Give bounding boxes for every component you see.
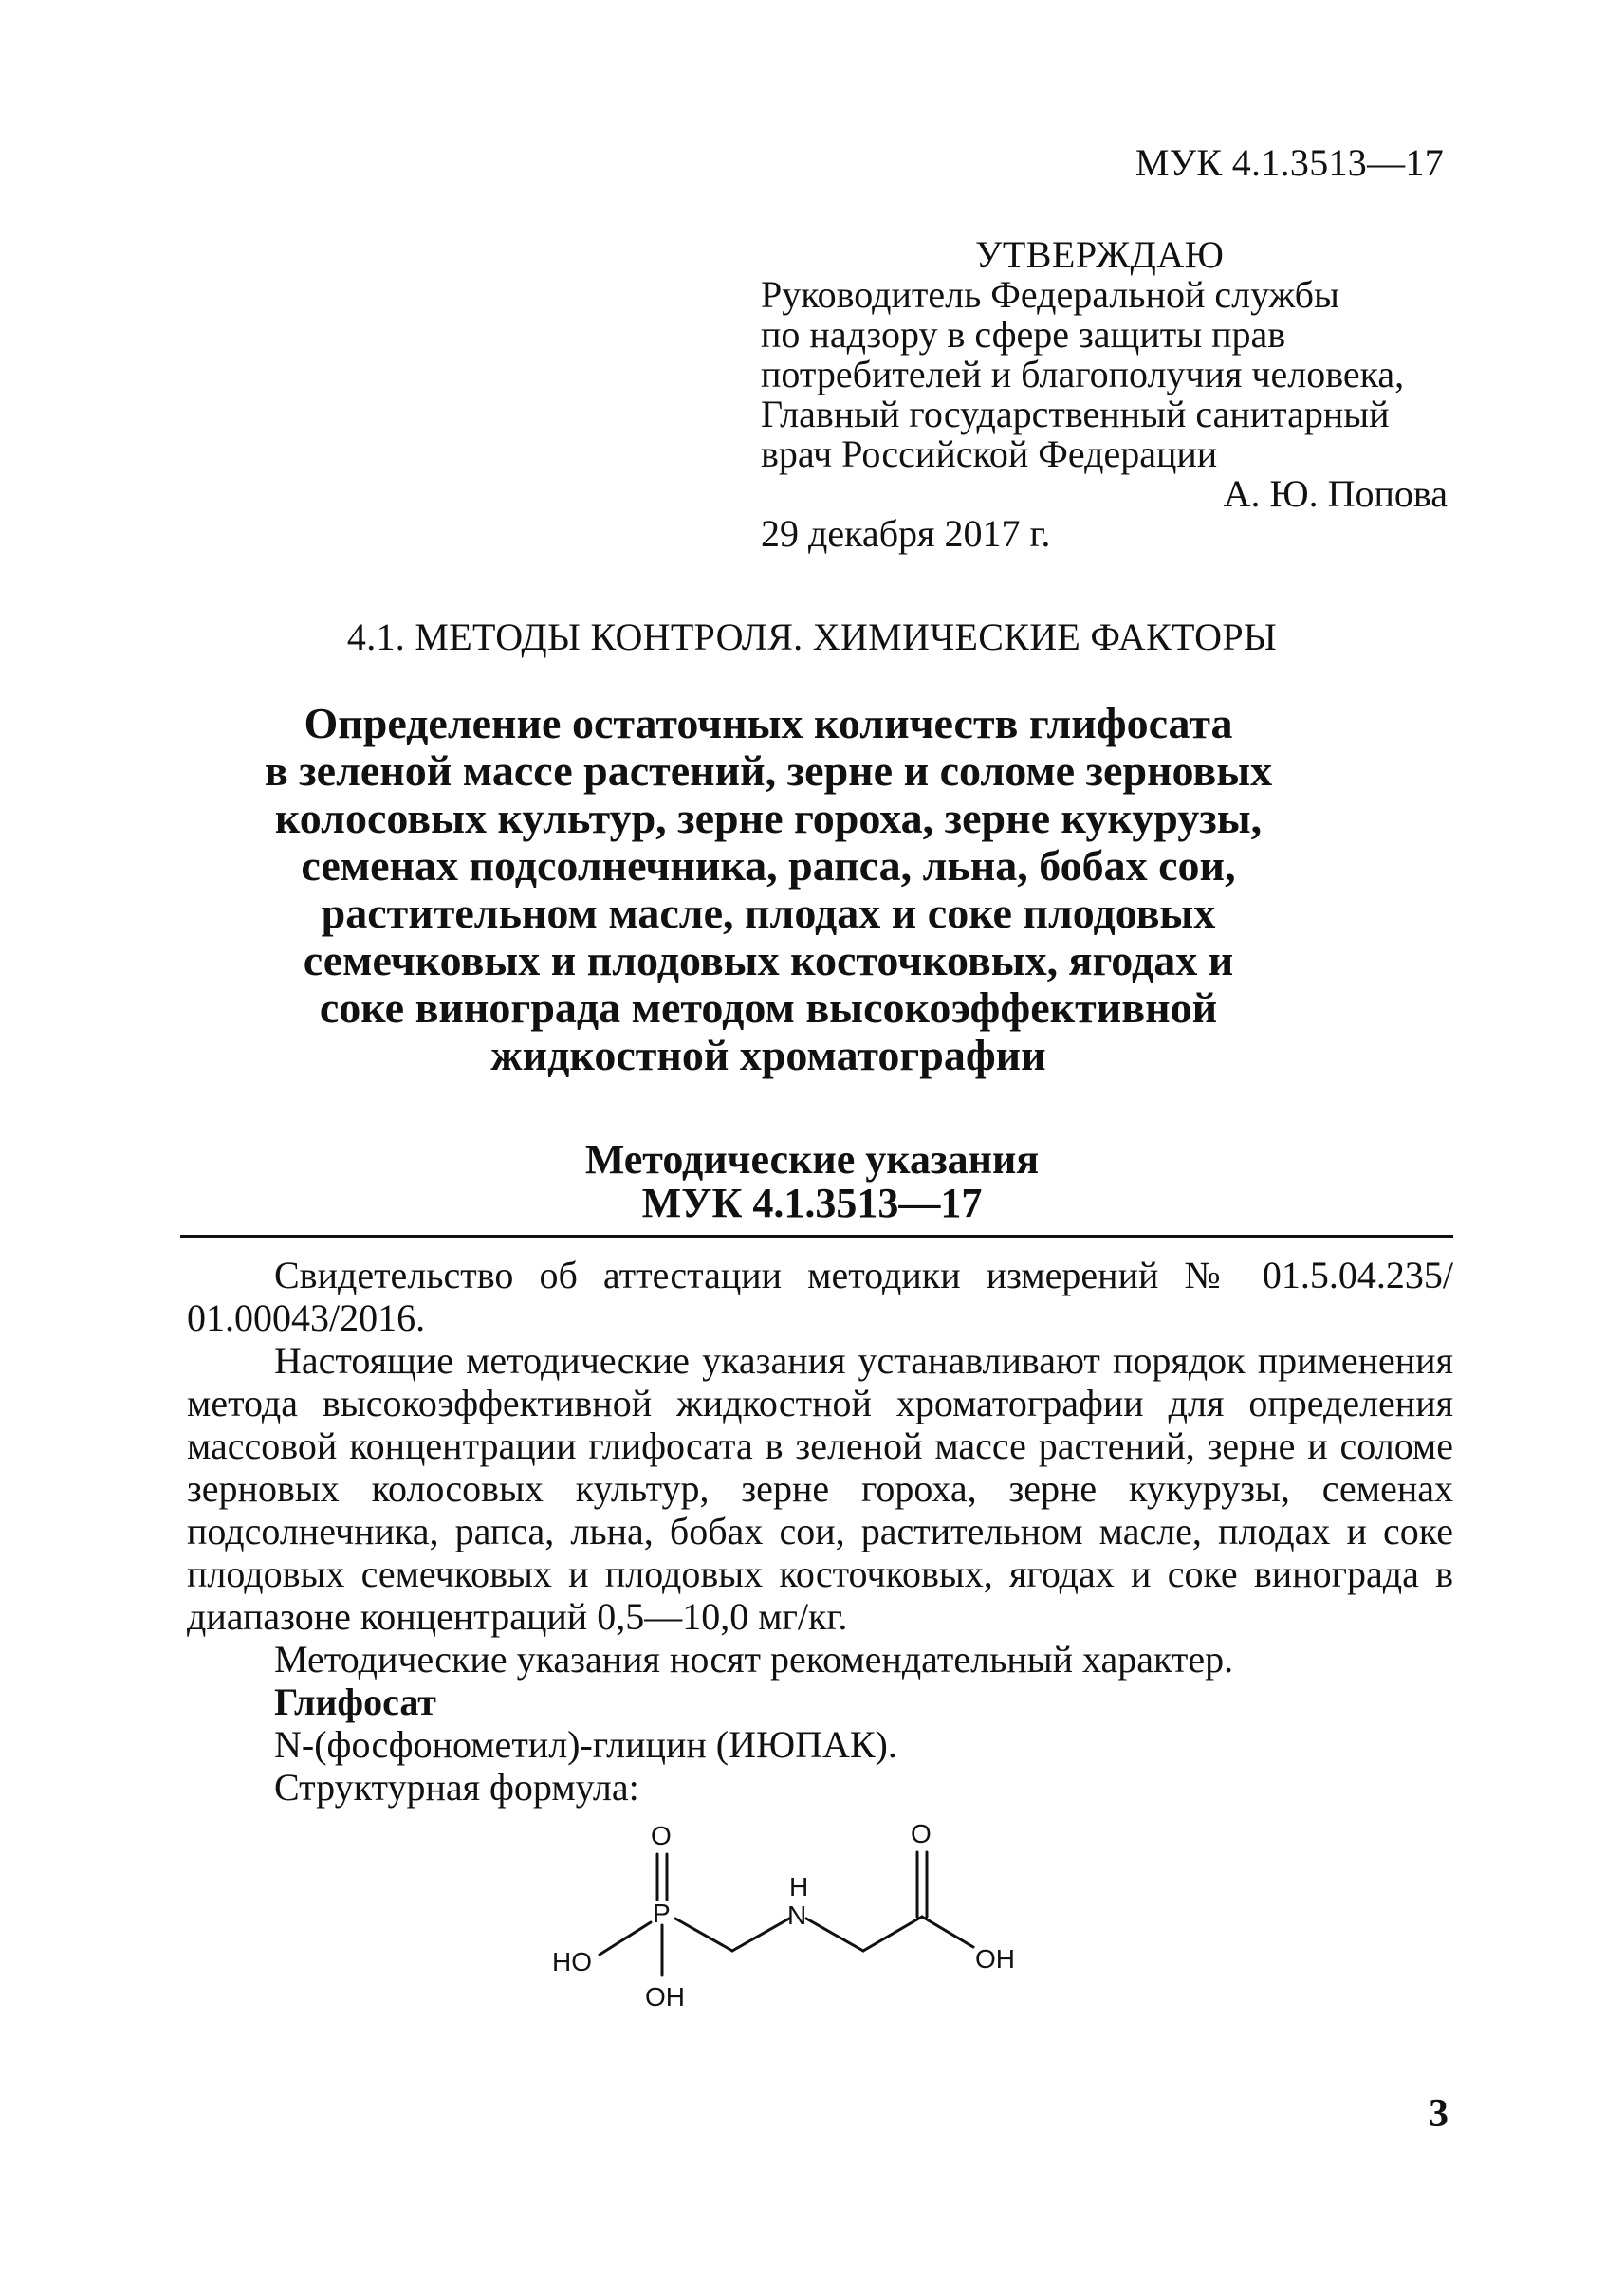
atom-oh-right: OH bbox=[975, 1944, 1015, 1974]
bond-n-ch2 bbox=[806, 1919, 863, 1951]
document-title-line: жидкостной хроматографии bbox=[490, 1031, 1046, 1079]
atom-p: P bbox=[653, 1899, 671, 1928]
page-number: 3 bbox=[1429, 2092, 1449, 2136]
approval-line: по надзору в сфере защиты прав bbox=[761, 313, 1286, 356]
recommendation-paragraph: Методические указания носят рекомендательный характер. bbox=[274, 1638, 1234, 1681]
approval-line: Руководитель Федеральной службы bbox=[761, 273, 1339, 316]
bond-ho-p bbox=[600, 1922, 651, 1955]
document-title-line: семенах подсолнечника, рапса, льна, бобах сои, bbox=[301, 841, 1236, 890]
document-code-header: МУК 4.1.3513—17 bbox=[1135, 141, 1444, 184]
document-title bbox=[209, 700, 1328, 1079]
horizontal-rule bbox=[180, 1235, 1453, 1238]
atom-o-top-right: O bbox=[911, 1819, 932, 1848]
certificate-paragraph: Свидетельство об аттестации методики измерений № 01.5.04.235/ 01.00043/2016. bbox=[187, 1254, 1453, 1339]
approval-line: Главный государственный санитарный bbox=[761, 393, 1390, 435]
approval-word: УТВЕРЖДАЮ bbox=[975, 233, 1225, 276]
bond-ch2-n bbox=[732, 1919, 789, 1951]
iupac-name: N-(фосфонометил)-глицин (ИЮПАК). bbox=[274, 1723, 897, 1766]
atom-n: N bbox=[787, 1901, 807, 1930]
approval-line: врач Российской Федерации bbox=[761, 432, 1218, 475]
approval-date: 29 декабря 2017 г. bbox=[761, 512, 1051, 555]
document-title-line: колосовых культур, зерне гороха, зерне кукурузы, bbox=[274, 794, 1263, 842]
atom-h: H bbox=[789, 1872, 809, 1901]
scope-paragraph: Настоящие методические указания устанавливают порядок применения метода высокоэффективной жидкостной хроматографии для определения массовой концентрации глифосата в зеленой массе растений, зерне и соломе зерновых колосовых культур, зерне гороха, зерне кукурузы, семенах подсолнечника, рапса, льна, бобах сои, растительном масле, плодах и соке плодовых семечковых и плодовых косточковых, ягодах и соке винограда в диапазоне концентраций 0,5—10,0 мг/кг. bbox=[187, 1339, 1453, 1638]
document-title-line: семечковых и плодовых косточковых, ягодах и bbox=[303, 936, 1234, 984]
formula-label: Структурная формула: bbox=[274, 1766, 639, 1809]
document-title-line: в зеленой массе растений, зерне и соломе зерновых bbox=[264, 746, 1273, 795]
document-title-line: Определение остаточных количеств глифосата bbox=[304, 699, 1233, 747]
atom-oh-bottom: OH bbox=[645, 1982, 685, 2011]
approval-block bbox=[761, 235, 1453, 554]
atom-ho-left: HO bbox=[552, 1947, 592, 1976]
bond-c-oh bbox=[922, 1917, 973, 1947]
section-title: 4.1. МЕТОДЫ КОНТРОЛЯ. ХИМИЧЕСКИЕ ФАКТОРЫ bbox=[346, 615, 1278, 658]
body-text bbox=[187, 1254, 1453, 1809]
document-title-line: растительном масле, плодах и соке плодовых bbox=[321, 889, 1216, 937]
bond-p-ch2 bbox=[675, 1919, 732, 1951]
document-title-line: соке винограда методом высокоэффективной bbox=[319, 983, 1218, 1032]
approval-signer: А. Ю. Попова bbox=[1223, 472, 1448, 515]
approval-line: потребителей и благополучия человека, bbox=[761, 353, 1405, 395]
structural-formula bbox=[531, 1816, 1138, 2034]
substance-name: Глифосат bbox=[274, 1681, 436, 1723]
document-type-label: Методические указания bbox=[584, 1136, 1040, 1183]
document-type-code: МУК 4.1.3513—17 bbox=[641, 1180, 983, 1226]
bond-ch2-c bbox=[863, 1917, 922, 1951]
document-type bbox=[0, 1138, 1624, 1225]
atom-o-top-left: O bbox=[651, 1821, 672, 1850]
